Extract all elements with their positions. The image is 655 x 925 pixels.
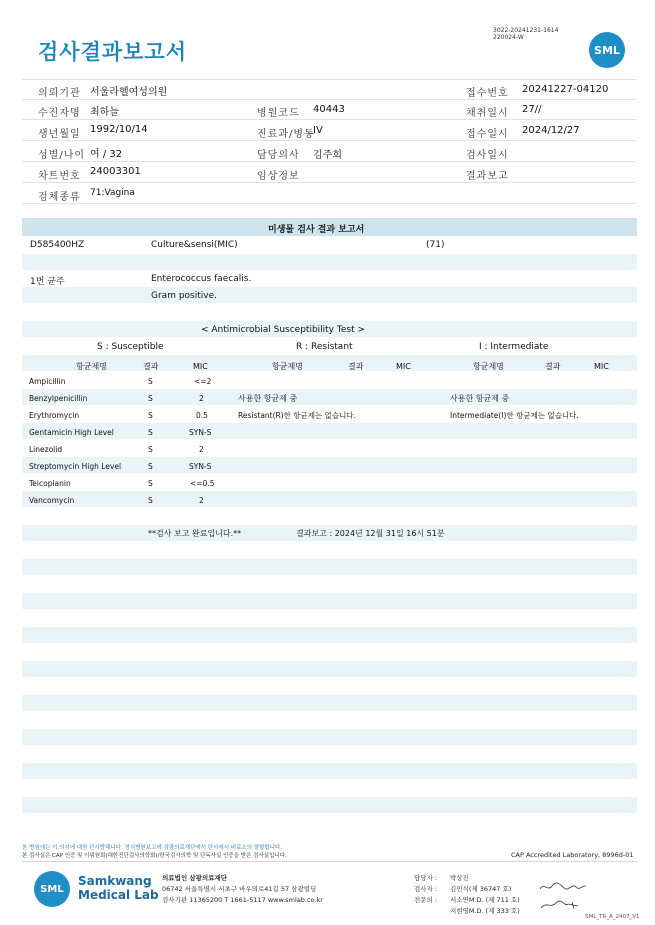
staff-2-name: 김민식(제 36747 호)	[450, 885, 512, 893]
staff-3-label: 전문의 :	[414, 896, 438, 904]
ast-row-mic: <=2	[194, 377, 212, 386]
col-mic: MIC	[193, 362, 208, 371]
col-mic-i: MIC	[594, 362, 609, 371]
divider	[22, 99, 637, 100]
ast-row-drug: Vancomycin	[29, 496, 75, 505]
col-mic-r: MIC	[396, 362, 411, 371]
ast-row-mic: SYN-S	[189, 428, 212, 437]
org-contact: 검사기관 11365200 T 1661-5117 www.smlab.co.kr	[162, 896, 323, 904]
ast-row-result: S	[148, 479, 153, 488]
ast-row-mic: 0.5	[196, 411, 208, 420]
row-band	[22, 695, 637, 711]
birth-label: 생년월일	[38, 129, 81, 140]
row-band	[22, 763, 637, 779]
name-value: 최하늘	[90, 107, 119, 118]
row-band	[22, 423, 637, 439]
divider	[22, 119, 637, 120]
row-band	[22, 254, 637, 270]
ast-row-result: S	[148, 411, 153, 420]
test-name: Culture&sensi(MIC)	[151, 240, 238, 250]
col-drug-r: 항균제명	[272, 362, 303, 371]
birth-value: 1992/10/14	[90, 124, 148, 135]
resistant-note-line-2: Resistant(R)한 항균제는 없습니다.	[238, 411, 357, 420]
resistant-note-line-1: 사용한 항균제 중	[238, 394, 298, 403]
test-number: (71)	[426, 240, 445, 250]
intermediate-note-line-1: 사용한 항균제 중	[450, 394, 510, 403]
staff-1-name: 박상진	[450, 874, 469, 882]
clinical-label: 임상정보	[257, 171, 300, 182]
organism-name: Enterococcus faecalis.	[151, 274, 252, 284]
document-code	[493, 27, 558, 41]
row-band	[22, 559, 637, 575]
legend-intermediate: I : Intermediate	[479, 342, 549, 352]
intermediate-note-line-2: Intermediate(I)한 항균제는 없습니다.	[450, 411, 579, 420]
ast-row-mic: SYN-S	[189, 462, 212, 471]
ast-row-mic: 2	[199, 496, 204, 505]
staff-3-name: 서소연M.D. (제 711 호)	[450, 896, 520, 904]
report-time: 결과보고 : 2024년 12월 31일 16시 51분	[296, 529, 445, 538]
ast-row-drug: Teicoplanin	[29, 479, 71, 488]
ast-row-result: S	[148, 496, 153, 505]
row-band	[22, 389, 637, 405]
row-band	[22, 661, 637, 677]
strain-label: 1번 균주	[30, 277, 65, 287]
ast-row-mic: <=0.5	[190, 479, 215, 488]
specimen-label: 검체종류	[38, 192, 81, 203]
row-band	[22, 729, 637, 745]
page-title: 검사결과보고서	[38, 40, 188, 64]
footer-note-2: 본 검사실은 CAP 인증 및 이위원회(대한진단검사의학회)/한국검사의학 및 단독사실 인증을 받은 검사실입니다.	[22, 853, 287, 859]
signature-1	[538, 880, 588, 894]
form-code: SML_TR_A_2407_V1	[585, 914, 640, 920]
document-code-line-1: 3022-20241231-1614	[493, 27, 559, 34]
dept-label: 진료과/병동	[257, 129, 315, 140]
gram-stain: Gram positive.	[151, 291, 217, 301]
signature-2	[538, 898, 584, 912]
ward-code-label: 병원코드	[257, 108, 300, 119]
receipt-date-value: 2024/12/27	[522, 125, 580, 136]
ast-row-result: S	[148, 377, 153, 386]
divider	[22, 140, 637, 141]
legend-susceptible: S : Susceptible	[97, 342, 164, 352]
divider	[22, 182, 637, 183]
section-title: 미생물 검사 결과 보고서	[268, 225, 365, 235]
ast-title: < Antimicrobial Susceptibility Test >	[201, 325, 365, 335]
hospital-label: 의뢰기관	[38, 88, 81, 99]
collect-date-value: 27//	[522, 104, 542, 115]
footer-sml-logo: SML	[34, 871, 70, 907]
doctor-value: 김주희	[313, 150, 342, 161]
exam-date-label: 검사일시	[466, 150, 509, 161]
receipt-date-label: 접수일시	[466, 129, 509, 140]
divider	[22, 161, 637, 162]
divider	[22, 79, 637, 80]
doctor-label: 담당의사	[257, 150, 300, 161]
ast-row-drug: Benzylpenicillin	[29, 394, 88, 403]
row-band	[22, 627, 637, 643]
sex-age-label: 성별/나이	[38, 150, 86, 161]
ast-row-drug: Linezolid	[29, 445, 63, 454]
dept-value: IV	[313, 125, 323, 136]
col-drug-i: 항균제명	[473, 362, 504, 371]
chart-label: 차트번호	[38, 171, 81, 182]
brand-line-2: Medical Lab	[78, 888, 159, 902]
receipt-no-value: 20241227-04120	[522, 84, 609, 95]
org-address: 06742 서울특별시 서초구 바우뫼로41길 57 삼광빌딩	[162, 885, 317, 893]
ast-row-drug: Gentamicin High Level	[29, 428, 114, 437]
ast-row-drug: Ampicillin	[29, 377, 66, 386]
staff-1-label: 담당자 :	[414, 874, 438, 882]
ast-row-result: S	[148, 394, 153, 403]
row-band	[22, 287, 637, 303]
col-result: 결과	[143, 362, 159, 371]
brand-name	[78, 874, 159, 902]
ast-row-drug: Streptomycin High Level	[29, 462, 122, 471]
legend-resistant: R : Resistant	[296, 342, 353, 352]
ast-row-result: S	[148, 462, 153, 471]
hospital-value: 서울라헬여성의원	[90, 87, 168, 98]
report-label: 결과보고	[466, 171, 509, 182]
sml-logo: SML	[589, 32, 625, 68]
row-band	[22, 491, 637, 507]
col-result-i: 결과	[545, 362, 561, 371]
ast-row-mic: 2	[199, 445, 204, 454]
ast-row-mic: 2	[199, 394, 204, 403]
specimen-value: 71:Vagina	[90, 188, 135, 198]
ast-row-result: S	[148, 428, 153, 437]
col-result-r: 결과	[348, 362, 364, 371]
receipt-no-label: 접수번호	[466, 88, 509, 99]
row-band	[22, 593, 637, 609]
org-name: 의료법인 삼광의료재단	[162, 874, 228, 882]
test-code: D585400HZ	[30, 240, 85, 250]
document-code-line-2: 220024-W	[493, 34, 524, 41]
ward-code-value: 40443	[313, 104, 345, 115]
ast-row-result: S	[148, 445, 153, 454]
brand-line-1: Samkwang	[78, 874, 152, 888]
chart-value: 24003301	[90, 166, 141, 177]
name-label: 수진자명	[38, 108, 81, 119]
report-complete: **검사 보고 완료입니다.**	[148, 529, 242, 538]
footer-divider	[22, 861, 637, 862]
divider	[22, 203, 637, 204]
staff-2-label: 검사자 :	[414, 885, 438, 893]
cap-accreditation: CAP Accredited Laboratory, 8996d-01	[511, 851, 634, 859]
ast-row-drug: Erythromycin	[29, 411, 80, 420]
collect-date-label: 채취일시	[466, 108, 509, 119]
staff-4-name: 지현영M.D. (제 333 호)	[450, 907, 520, 915]
sex-age-value: 여 / 32	[90, 149, 123, 160]
col-drug: 항균제명	[76, 362, 107, 371]
footer-note-1: 본 병원에는 이 의지에 대한 단사랑해니다. 정식병원보고에 삼광의료재단에서 단사에서 비료소의 열할합니다.	[22, 845, 283, 851]
row-band	[22, 797, 637, 813]
